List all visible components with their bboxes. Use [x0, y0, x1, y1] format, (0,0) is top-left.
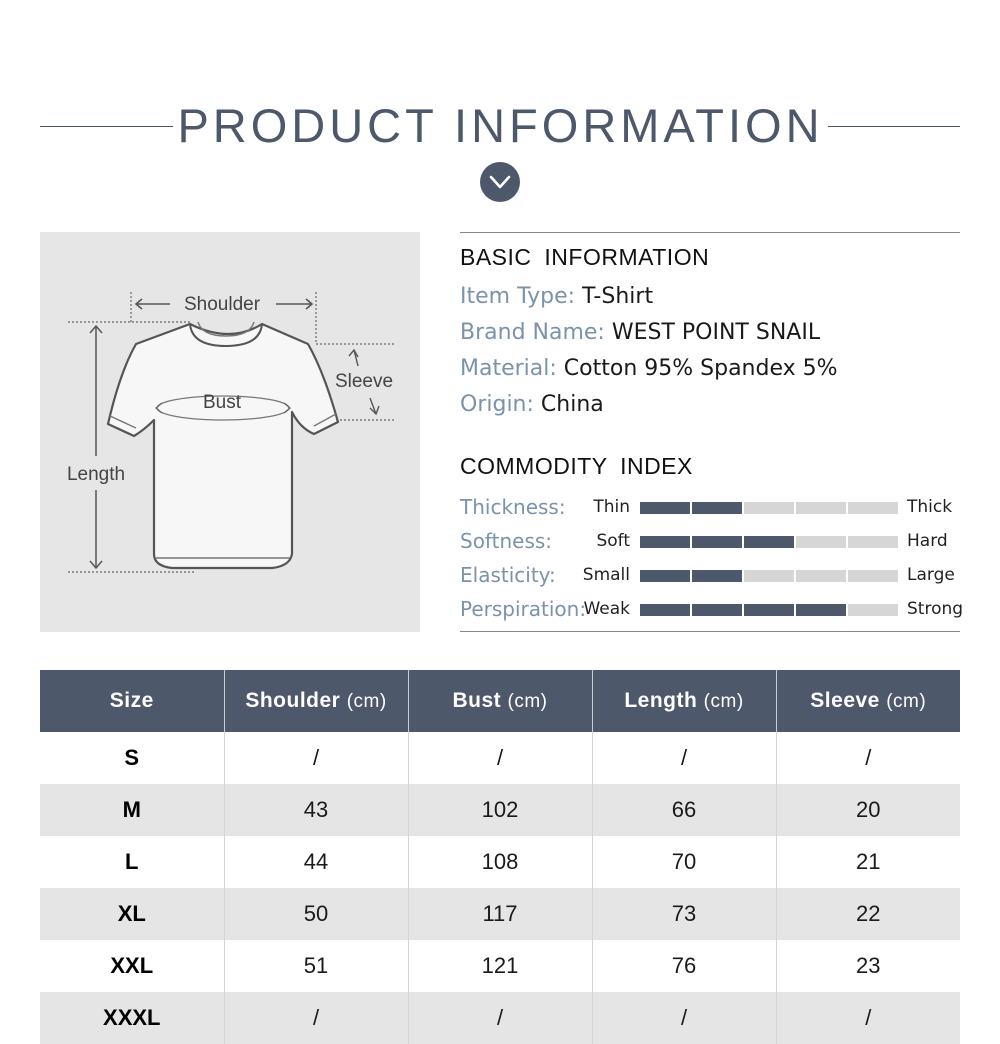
index-low-label: Soft [596, 531, 630, 551]
header-rule-left [40, 126, 173, 127]
header-bust [408, 670, 592, 732]
cell-shoulder: 51 [224, 940, 408, 992]
index-high-label: Thick [907, 497, 953, 517]
length-label: Length [66, 464, 126, 485]
page-title: PRODUCT INFORMATION [177, 99, 824, 152]
index-segment-empty [796, 536, 846, 548]
cell-sleeve: 20 [776, 784, 960, 836]
cell-shoulder: 43 [224, 784, 408, 836]
size-chart-table [40, 670, 960, 1044]
cell-size: S [40, 732, 224, 784]
index-segment-empty [744, 502, 794, 514]
header-unit: (cm) [886, 691, 927, 712]
header-unit: (cm) [346, 691, 387, 712]
attr-key: Material: [460, 356, 564, 381]
attr-key: Item Type: [460, 284, 583, 309]
index-low-label: Weak [583, 599, 630, 619]
header-label: Shoulder [245, 689, 341, 712]
cell-size: XL [40, 888, 224, 940]
cell-bust: 108 [408, 836, 592, 888]
index-row-elasticity [460, 563, 960, 587]
index-segment-filled [640, 604, 690, 616]
table-header-row [40, 670, 960, 732]
sleeve-arrowhead-top [349, 350, 358, 357]
index-segment-filled [692, 604, 742, 616]
cell-size: XXXL [40, 992, 224, 1044]
index-key: Softness: [460, 529, 553, 553]
index-key: Perspiration: [460, 597, 587, 621]
table-row [40, 784, 960, 836]
cell-sleeve: 23 [856, 953, 881, 978]
header-label: Bust [452, 689, 502, 712]
cell-sleeve: 21 [856, 849, 881, 874]
table-row [40, 940, 960, 992]
header-shoulder [224, 670, 408, 732]
cell-sleeve: / [865, 745, 872, 770]
table-row [40, 732, 960, 784]
cell-sleeve: / [776, 992, 960, 1044]
table-row [40, 992, 960, 1044]
attr-origin [460, 392, 604, 417]
index-segment-empty [744, 570, 794, 582]
tshirt-illustration [40, 232, 420, 632]
cell-size: M [40, 784, 224, 836]
cell-shoulder: 44 [224, 836, 408, 888]
index-high-label: Hard [907, 531, 948, 551]
index-segment-empty [796, 502, 846, 514]
index-segment-filled [796, 604, 846, 616]
index-segment-filled [640, 502, 690, 514]
index-segment-empty [848, 570, 898, 582]
section-header [0, 96, 1000, 156]
cell-length: 76 [592, 940, 776, 992]
index-segment-filled [640, 536, 690, 548]
header-length [592, 670, 776, 732]
cell-bust: / [408, 732, 592, 784]
bust-label: Bust [202, 392, 242, 413]
header-size [40, 670, 224, 732]
header-rule-right [828, 126, 960, 127]
index-segment-filled [692, 570, 742, 582]
attr-key: Brand Name: [460, 320, 612, 345]
index-segment-filled [744, 604, 794, 616]
basic-info-title: BASIC INFORMATION [460, 244, 710, 270]
header-unit: (cm) [507, 691, 548, 712]
attr-value: Cotton 95% Spandex 5% [563, 356, 838, 381]
index-high-label: Strong [907, 599, 964, 619]
index-low-label: Thin [593, 497, 630, 517]
cell-bust: / [408, 992, 592, 1044]
table-row [40, 888, 960, 940]
index-segment-empty [848, 604, 898, 616]
chevron-down-icon [480, 162, 520, 202]
index-segment-filled [640, 570, 690, 582]
index-segment-empty [848, 536, 898, 548]
cell-bust: 117 [408, 888, 592, 940]
sleeve-label: Sleeve [334, 371, 394, 392]
cell-sleeve: 22 [776, 888, 960, 940]
tshirt-outline [108, 324, 338, 568]
cell-length: 66 [592, 784, 776, 836]
attr-brand-name [460, 320, 820, 345]
index-low-label: Small [582, 565, 630, 585]
index-high-label: Large [907, 565, 955, 585]
attr-value: China [540, 392, 604, 417]
attr-value: T-Shirt [582, 284, 654, 309]
header-label: Length [624, 689, 698, 712]
cell-length: 70 [592, 836, 776, 888]
attr-value: WEST POINT SNAIL [611, 320, 821, 345]
index-segment-filled [692, 502, 742, 514]
index-row-softness [460, 529, 960, 553]
attr-material [460, 356, 838, 381]
cell-size: L [40, 836, 224, 888]
header-unit: (cm) [703, 691, 744, 712]
table-row [40, 836, 960, 888]
cell-shoulder: / [224, 732, 408, 784]
index-segment-empty [796, 570, 846, 582]
commodity-index-title: COMMODITY INDEX [460, 453, 693, 479]
attr-key: Origin: [460, 392, 541, 417]
header-sleeve [776, 670, 960, 732]
index-row-thickness [460, 495, 960, 519]
index-key: Elasticity: [460, 563, 556, 587]
cell-length: 73 [592, 888, 776, 940]
index-key: Thickness: [460, 495, 566, 519]
cell-length: / [592, 732, 776, 784]
measurement-diagram [40, 232, 420, 632]
info-top-divider [460, 232, 960, 233]
index-level-bar [640, 570, 898, 582]
cell-size: XXL [40, 940, 224, 992]
cell-length: / [592, 992, 776, 1044]
cell-bust: 121 [408, 940, 592, 992]
info-bottom-divider [460, 631, 960, 632]
header-label: Size [109, 689, 154, 712]
index-segment-filled [744, 536, 794, 548]
index-segment-empty [848, 502, 898, 514]
cell-shoulder: 50 [224, 888, 408, 940]
attr-item-type [460, 284, 653, 309]
info-panel [460, 232, 964, 632]
index-level-bar [640, 502, 898, 514]
index-row-perspiration [460, 597, 964, 621]
index-segment-filled [692, 536, 742, 548]
cell-bust: 102 [408, 784, 592, 836]
index-level-bar [640, 604, 898, 616]
cell-shoulder: / [224, 992, 408, 1044]
header-label: Sleeve [810, 689, 880, 712]
index-level-bar [640, 536, 898, 548]
shoulder-label: Shoulder [183, 294, 261, 315]
